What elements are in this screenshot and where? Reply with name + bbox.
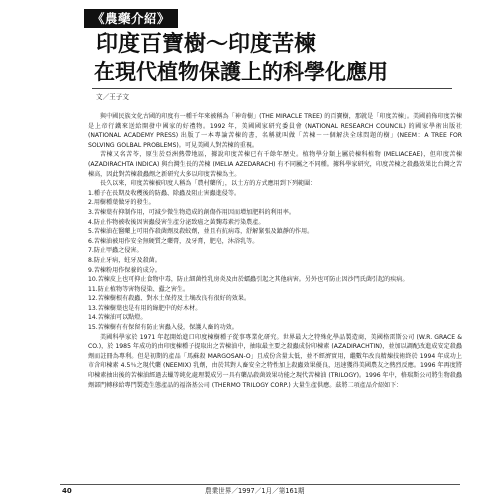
- list-item: 5.苦楝油在醫藥上可用作殺菌劑及殺蚊劑，並且有抗病毒，舒解緊張及鎮靜的作用。: [88, 228, 314, 236]
- article-title-line-1: 印度百寶樹～印度苦楝: [96, 31, 317, 57]
- title-divider: [92, 88, 452, 89]
- footer-divider: [60, 484, 460, 485]
- list-item: 11.防止植物等害物侵染、蠹之害生。: [88, 285, 190, 293]
- list-item: 3.苦楝葉有抑制作用，可減少微生物造成的創傷作用因而增加肥料的利用率。: [88, 208, 295, 216]
- list-item: 1.種子在長期及收穫後的防蟲、除蟲及阻止害蟲進侵等。: [88, 189, 241, 197]
- author-byline: 文／王子文: [96, 93, 129, 101]
- page-number: 40: [62, 487, 72, 495]
- list-item: 10.苦楝皮上也可抑止食物中毒，防止細菌性乳房炎及由於蠕蟲引起之其他病害。另外也可防止因沙門氏菌引起的疾病。: [88, 276, 409, 284]
- article-title-line-2: 在現代植物保護上的科學化應用: [94, 59, 388, 84]
- list-item: 8.防止牙病，蛀牙及殺菌。: [88, 256, 161, 264]
- paragraph-botany: 苦楝又名苦苓，原生於亞洲熱帶地區，據說印度苦楝已有千餘年歷史。植物學分類上屬於楝科植物 (MELIACEAE)，但印度苦楝 (AZADIRACHTA INDICA) 與台灣生長的苦楝 (MELIA AZEDARACH) 有不同屬之不同種。據科學家研究，印度苦楝之殺蟲效果比台灣之苦楝高，因此對苦楝殺蟲劑之新研究大多以印度苦楝為主。: [88, 151, 462, 178]
- uses-list: [88, 189, 462, 333]
- list-item: 6.苦楝油被用作安全無硬質之藥膏，及牙膏，肥皂，沐浴乳等。: [88, 237, 259, 245]
- list-item: 9.苦楝粉用作保養的成分。: [88, 266, 161, 274]
- article-body: [88, 112, 462, 480]
- section-tag: 《農藥介紹》: [84, 9, 178, 28]
- list-item: 15.苦楝樹有有保留有防止害蟲入侵，保護人畜的功效。: [88, 324, 238, 332]
- list-item: 4.防止作物被收後因害蟲侵害生產分泌致癌之黃麴毒素污染農產。: [88, 218, 265, 226]
- list-item: 14.苦楝油可以點燈。: [88, 314, 147, 322]
- paragraph-intro: 與中國民族文化古國的印度有一種千年來被稱為「神奇樹」(THE MIRACLE TREE) 的百寶樹，那就是「印度苦楝」。美國前佈印度苦楝是上帝行鐵來送給開發中國家的好禮物。1992 年，美國國家研究委員會 (NATIONAL RESEARCH COUNCIL) 的國家學術出版社 (NATIONAL ACADEMY PRESS) 出版了一本專論苦楝的書，名稱就叫做「苦楝－一個解決全球問題的樹」(NEEM：A TREE FOR SOLVING GOLBAL PROBLEMS)。可見美國人對苦楝的重視。: [88, 113, 462, 149]
- paragraph-research-history: 美國科學家於 1971 年起開始進口印度楝樹種子從事專業化研究。世界最大之特殊化學品製造商，美國格雷斯公司 (W.R. GRACE & CO.)，於 1985 年成功的由印度楝種子提取出之苦楝油中，抽取最主要之殺蟲成份印楝素 (AZADIRACHTIN)，並加以調配改進成安定殺蟲劑而註冊為專利。但是初期的產品「馬蘇殺 MARGOSAN-O」且成份含量太低，並不經濟實用，繼數年改良精煉技術終於 1994 年成功上市含印楝素 4.5％之現代藥 (NEEMIX) 乳劑，由於其對人畜安全之特性加上殺蟲效果優良，迅速獲得美國農友之熱烈反應。1996 年再度將印楝素抽出後的苦楝油經過去蠟等純化處理製成另一具有藥品殺菌效果功能之現代苦楝油 (TRILOGY)。1996 年中，格瑞斯公司將生物殺蟲劑部門轉移給專門製造生態產品的福洛基公司 (THERMO TRILOGY CORP.) 大量生產供應。茲將二項產品介紹如下：: [88, 333, 462, 389]
- list-item: 2.用樹種葉做牙的發生。: [88, 199, 155, 207]
- list-item: 12.苦楝樹根有殺蟲、對水土保持及土壤改良有很好的效果。: [88, 295, 251, 303]
- paragraph-uses-intro: 長久以來，印度苦楝被印度人稱為「農村藥所」，以土方的方式應用到下列範圍：: [100, 180, 317, 188]
- list-item: 7.防止甲蟲之侵害。: [88, 247, 143, 255]
- list-item: 13.苦楝樹葉也是有用的綠肥中的好木材。: [88, 304, 202, 312]
- journal-issue-info: 農業世界／1997／1月／第161期: [205, 487, 305, 495]
